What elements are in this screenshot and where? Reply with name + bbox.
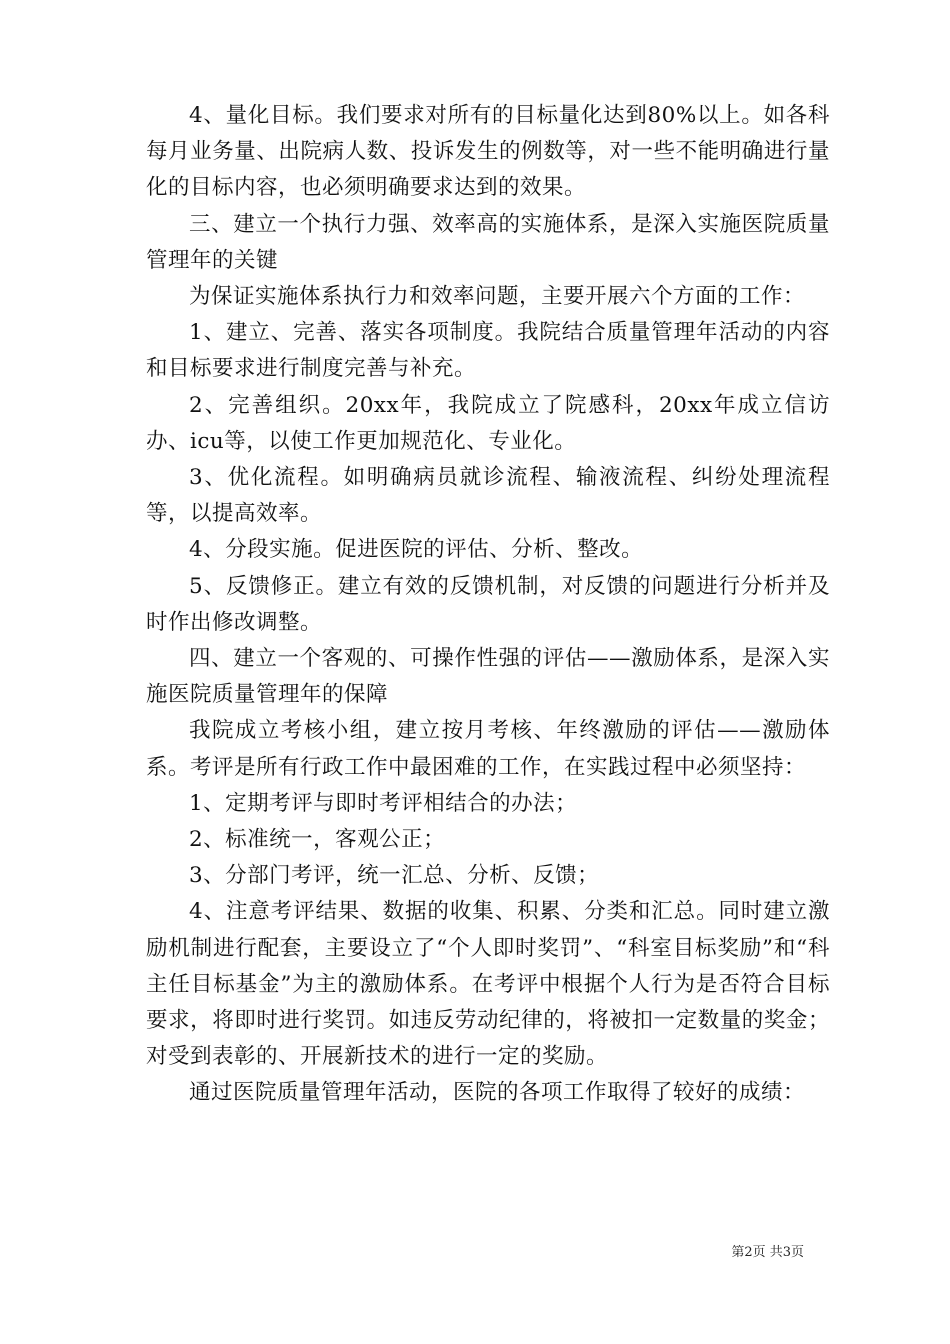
page-number: 第2页 共3页 <box>731 1245 804 1260</box>
list-item-periodic-review: 1、定期考评与即时考评相结合的办法； <box>189 790 578 816</box>
section-heading-four: 四、建立一个客观的、可操作性强的评估——激励体系，是深入实施医院质量管理年的保障 <box>146 646 830 708</box>
paragraph-assessment-team: 我院成立考核小组，建立按月考核、年终激励的评估——激励体系。考评是所有行政工作中最困难的工作，在实践过程中必须坚持： <box>146 718 830 780</box>
list-item-incentive: 4、注意考评结果、数据的收集、积累、分类和汇总。同时建立激励机制进行配套，主要设立了“个人即时奖罚”、“科室目标奖励”和“科主任目标基金”为主的激励体系。在考评中根据个人行为是否符合目标要求，将即时进行奖罚。如违反劳动纪律的，将被扣一定数量的奖金；对受到表彰的、开展新技术的进行一定的奖励。 <box>146 899 830 1070</box>
list-item-organization: 2、完善组织。20xx年，我院成立了院感科，20xx年成立信访办、icu等，以使工作更加规范化、专业化。 <box>146 392 830 454</box>
document-body <box>146 98 830 1112</box>
list-item-feedback: 5、反馈修正。建立有效的反馈机制，对反馈的问题进行分析并及时作出修改调整。 <box>146 573 830 635</box>
list-item-systems: 1、建立、完善、落实各项制度。我院结合质量管理年活动的内容和目标要求进行制度完善与补充。 <box>146 320 830 382</box>
list-item-unified-standard: 2、标准统一，客观公正； <box>189 827 446 853</box>
paragraph-results: 通过医院质量管理年活动，医院的各项工作取得了较好的成绩： <box>189 1080 806 1106</box>
paragraph-six-aspects: 为保证实施体系执行力和效率问题，主要开展六个方面的工作： <box>189 284 806 310</box>
paragraph-quantified-goals: 4、量化目标。我们要求对所有的目标量化达到80%以上。如各科每月业务量、出院病人数、投诉发生的例数等，对一些不能明确进行量化的目标内容，也必须明确要求达到的效果。 <box>146 103 830 201</box>
section-heading-three: 三、建立一个执行力强、效率高的实施体系，是深入实施医院质量管理年的关键 <box>146 211 830 273</box>
list-item-department-review: 3、分部门考评，统一汇总、分析、反馈； <box>189 863 600 889</box>
list-item-process: 3、优化流程。如明确病员就诊流程、输液流程、纠纷处理流程等，以提高效率。 <box>146 465 830 527</box>
list-item-phased: 4、分段实施。促进医院的评估、分析、整改。 <box>189 537 644 563</box>
